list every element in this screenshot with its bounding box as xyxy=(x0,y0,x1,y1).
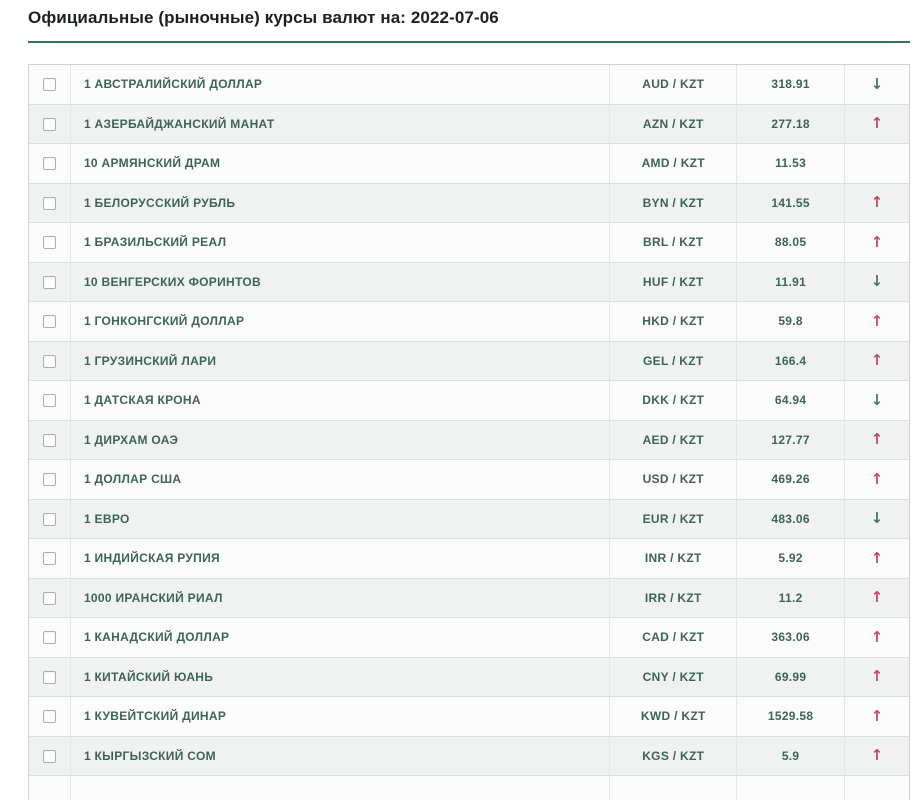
trend-cell xyxy=(845,144,909,184)
trend-up-icon: ↑ xyxy=(870,627,884,646)
currency-pair: CNY / KZT xyxy=(610,658,737,698)
currency-rate: 483.06 xyxy=(737,500,845,540)
currency-pair: CAD / KZT xyxy=(610,618,737,658)
trend-cell xyxy=(845,302,909,342)
row-checkbox[interactable] xyxy=(43,197,56,210)
currency-name: 10 АРМЯНСКИЙ ДРАМ xyxy=(71,144,610,184)
currency-pair: HKD / KZT xyxy=(610,302,737,342)
currency-rate: 127.77 xyxy=(737,421,845,461)
trend-cell xyxy=(845,776,909,800)
trend-up-icon: ↑ xyxy=(870,548,884,567)
currency-rate: 5.92 xyxy=(737,539,845,579)
currency-pair: AMD / KZT xyxy=(610,144,737,184)
row-checkbox[interactable] xyxy=(43,750,56,763)
table-row-partial xyxy=(29,776,909,800)
trend-cell xyxy=(845,184,909,224)
currency-name: 1 ДАТСКАЯ КРОНА xyxy=(71,381,610,421)
table-row xyxy=(29,381,909,421)
trend-cell xyxy=(845,460,909,500)
row-checkbox[interactable] xyxy=(43,78,56,91)
trend-up-icon: ↑ xyxy=(870,114,884,133)
currency-pair: KGS / KZT xyxy=(610,737,737,777)
table-row xyxy=(29,302,909,342)
currency-pair: IRR / KZT xyxy=(610,579,737,619)
checkbox-cell xyxy=(29,658,71,698)
currency-name: 1 ГОНКОНГСКИЙ ДОЛЛАР xyxy=(71,302,610,342)
table-row xyxy=(29,618,909,658)
currency-rate: 88.05 xyxy=(737,223,845,263)
trend-up-icon: ↑ xyxy=(870,351,884,370)
trend-down-icon: ↓ xyxy=(870,509,884,528)
trend-up-icon: ↑ xyxy=(870,667,884,686)
page-title: Официальные (рыночные) курсы валют на: 2022-07-06 xyxy=(28,8,499,27)
currency-name: 1 БРАЗИЛЬСКИЙ РЕАЛ xyxy=(71,223,610,263)
row-checkbox[interactable] xyxy=(43,236,56,249)
trend-cell xyxy=(845,263,909,303)
table-row xyxy=(29,223,909,263)
row-checkbox[interactable] xyxy=(43,671,56,684)
checkbox-cell xyxy=(29,144,71,184)
table-row xyxy=(29,539,909,579)
currency-name: 1 КУВЕЙТСКИЙ ДИНАР xyxy=(71,697,610,737)
table-row xyxy=(29,65,909,105)
trend-cell xyxy=(845,65,909,105)
trend-cell xyxy=(845,381,909,421)
checkbox-cell xyxy=(29,776,71,800)
trend-cell xyxy=(845,579,909,619)
row-checkbox[interactable] xyxy=(43,592,56,605)
currency-name: 1 ДИРХАМ ОАЭ xyxy=(71,421,610,461)
currency-name: 1 ДОЛЛАР США xyxy=(71,460,610,500)
table-row xyxy=(29,697,909,737)
table-row xyxy=(29,737,909,777)
currency-pair: HUF / KZT xyxy=(610,263,737,303)
trend-cell xyxy=(845,500,909,540)
currency-rate: 69.99 xyxy=(737,658,845,698)
table-row xyxy=(29,342,909,382)
currency-rate: 11.91 xyxy=(737,263,845,303)
row-checkbox[interactable] xyxy=(43,631,56,644)
checkbox-cell xyxy=(29,381,71,421)
currency-rate: 318.91 xyxy=(737,65,845,105)
checkbox-cell xyxy=(29,65,71,105)
currency-name: 10 ВЕНГЕРСКИХ ФОРИНТОВ xyxy=(71,263,610,303)
currency-pair: KWD / KZT xyxy=(610,697,737,737)
trend-down-icon: ↓ xyxy=(870,74,884,93)
currency-pair: AUD / KZT xyxy=(610,65,737,105)
currency-name: 1 КАНАДСКИЙ ДОЛЛАР xyxy=(71,618,610,658)
currency-rate: 166.4 xyxy=(737,342,845,382)
trend-up-icon: ↑ xyxy=(870,193,884,212)
currency-pair: DKK / KZT xyxy=(610,381,737,421)
checkbox-cell xyxy=(29,539,71,579)
currency-rate: 1529.58 xyxy=(737,697,845,737)
currency-name: 1 ГРУЗИНСКИЙ ЛАРИ xyxy=(71,342,610,382)
table-row xyxy=(29,579,909,619)
table-row xyxy=(29,658,909,698)
currency-rate: 11.53 xyxy=(737,144,845,184)
checkbox-cell xyxy=(29,618,71,658)
currency-name: 1 КЫРГЫЗСКИЙ СОМ xyxy=(71,737,610,777)
currency-name: 1 ЕВРО xyxy=(71,500,610,540)
currency-name: 1 ИНДИЙСКАЯ РУПИЯ xyxy=(71,539,610,579)
currency-name: 1 КИТАЙСКИЙ ЮАНЬ xyxy=(71,658,610,698)
table-row xyxy=(29,263,909,303)
checkbox-cell xyxy=(29,184,71,224)
checkbox-cell xyxy=(29,579,71,619)
trend-cell xyxy=(845,223,909,263)
currency-rate xyxy=(737,776,845,800)
row-checkbox[interactable] xyxy=(43,434,56,447)
currency-rates-table xyxy=(28,64,910,800)
row-checkbox[interactable] xyxy=(43,157,56,170)
currency-name: 1 АВСТРАЛИЙСКИЙ ДОЛЛАР xyxy=(71,65,610,105)
currency-rate: 5.9 xyxy=(737,737,845,777)
currency-rate: 11.2 xyxy=(737,579,845,619)
checkbox-cell xyxy=(29,342,71,382)
trend-up-icon: ↑ xyxy=(870,232,884,251)
checkbox-cell xyxy=(29,263,71,303)
currency-rate: 363.06 xyxy=(737,618,845,658)
row-checkbox[interactable] xyxy=(43,118,56,131)
table-row xyxy=(29,184,909,224)
trend-up-icon: ↑ xyxy=(870,706,884,725)
currency-pair: AED / KZT xyxy=(610,421,737,461)
currency-pair: AZN / KZT xyxy=(610,105,737,145)
trend-cell xyxy=(845,737,909,777)
trend-up-icon: ↑ xyxy=(870,746,884,765)
currency-pair: INR / KZT xyxy=(610,539,737,579)
currency-pair xyxy=(610,776,737,800)
trend-up-icon: ↑ xyxy=(870,430,884,449)
checkbox-cell xyxy=(29,500,71,540)
trend-up-icon: ↑ xyxy=(870,588,884,607)
currency-rate: 59.8 xyxy=(737,302,845,342)
checkbox-cell xyxy=(29,697,71,737)
currency-pair: BYN / KZT xyxy=(610,184,737,224)
row-checkbox[interactable] xyxy=(43,473,56,486)
currency-pair: BRL / KZT xyxy=(610,223,737,263)
currency-pair: GEL / KZT xyxy=(610,342,737,382)
checkbox-cell xyxy=(29,105,71,145)
trend-down-icon: ↓ xyxy=(870,390,884,409)
currency-name: 1000 ИРАНСКИЙ РИАЛ xyxy=(71,579,610,619)
trend-cell xyxy=(845,697,909,737)
title-divider xyxy=(28,41,910,43)
table-row xyxy=(29,421,909,461)
trend-cell xyxy=(845,658,909,698)
currency-name xyxy=(71,776,610,800)
trend-up-icon: ↑ xyxy=(870,469,884,488)
table-row xyxy=(29,500,909,540)
checkbox-cell xyxy=(29,737,71,777)
currency-pair: EUR / KZT xyxy=(610,500,737,540)
checkbox-cell xyxy=(29,302,71,342)
row-checkbox[interactable] xyxy=(43,276,56,289)
row-checkbox[interactable] xyxy=(43,355,56,368)
trend-cell xyxy=(845,618,909,658)
row-checkbox[interactable] xyxy=(43,315,56,328)
currency-rate: 469.26 xyxy=(737,460,845,500)
table-row xyxy=(29,105,909,145)
row-checkbox[interactable] xyxy=(43,513,56,526)
checkbox-cell xyxy=(29,460,71,500)
row-checkbox[interactable] xyxy=(43,394,56,407)
trend-cell xyxy=(845,342,909,382)
currency-rate: 141.55 xyxy=(737,184,845,224)
currency-rate: 64.94 xyxy=(737,381,845,421)
trend-cell xyxy=(845,105,909,145)
table-row xyxy=(29,144,909,184)
checkbox-cell xyxy=(29,223,71,263)
currency-pair: USD / KZT xyxy=(610,460,737,500)
trend-cell xyxy=(845,539,909,579)
trend-up-icon: ↑ xyxy=(870,311,884,330)
currency-rate: 277.18 xyxy=(737,105,845,145)
currency-name: 1 БЕЛОРУССКИЙ РУБЛЬ xyxy=(71,184,610,224)
trend-down-icon: ↓ xyxy=(870,272,884,291)
row-checkbox[interactable] xyxy=(43,710,56,723)
trend-cell xyxy=(845,421,909,461)
table-row xyxy=(29,460,909,500)
checkbox-cell xyxy=(29,421,71,461)
row-checkbox[interactable] xyxy=(43,552,56,565)
currency-name: 1 АЗЕРБАЙДЖАНСКИЙ МАНАТ xyxy=(71,105,610,145)
